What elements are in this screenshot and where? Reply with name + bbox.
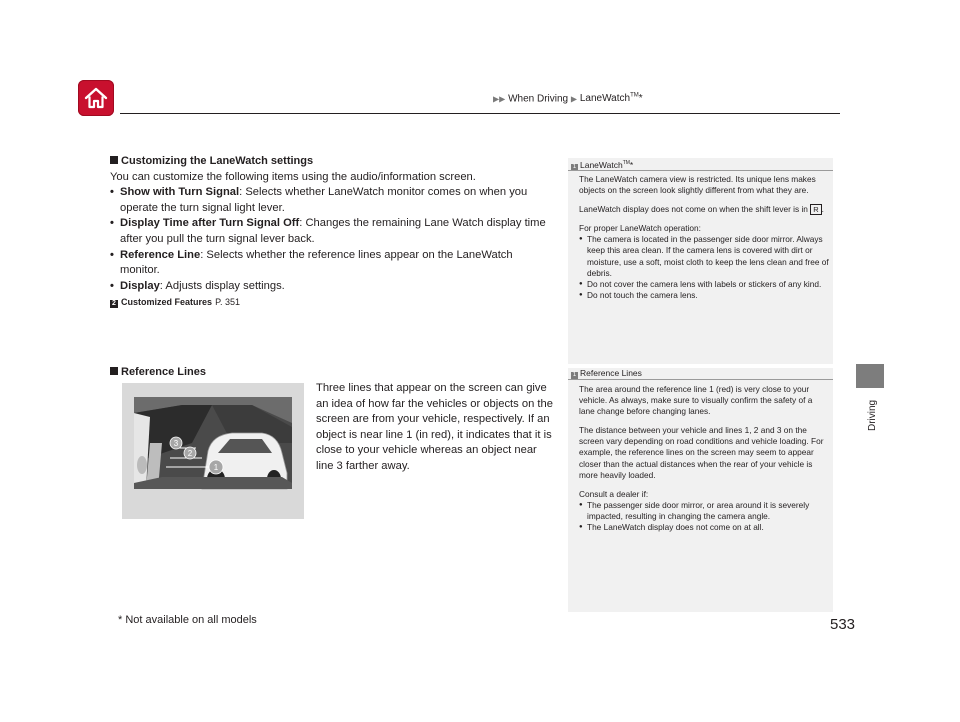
list-item: • Display Time after Turn Signal Off: Changes the remaining Lane Watch display time after you pull the turn signal lever back. [110, 216, 555, 247]
list-item: • Show with Turn Signal: Selects whether LaneWatch monitor comes on when you operate the turn signal light lever. [110, 185, 555, 216]
section-intro: You can customize the following items using the audio/information screen. [110, 170, 476, 183]
reference-line-2-label: 2 [187, 449, 193, 458]
note-title-lanewatch: 1 LaneWatch™* [572, 160, 634, 170]
note-bullet: ● Do not touch the camera lens. [579, 290, 829, 301]
note-body-reference-lines: The area around the reference line 1 (red) is very close to your vehicle. As always, make sure to visually confirm the safety of a lane change before changing lanes. The distance between your vehicle and lines 1, 2 and 3 on the screen vary depending on road conditions and vehicle loading. For example, the reference lines on the screen may seem to appear closer than the actual distances when the rear of your vehicle is more heavily loaded. Consult a dealer if: ● The passenger side door mirror, or area around it is severely impacted, resulting in changing the camera angle. ● The LaneWatch display does not come on at all. [579, 384, 829, 533]
cross-reference-link[interactable]: 2 Customized Features P. 351 [110, 295, 555, 311]
section-heading-customizing: Customizing the LaneWatch settings [110, 154, 555, 170]
list-item: • Reference Line: Selects whether the reference lines appear on the LaneWatch monitor. [110, 248, 555, 279]
note-bullet: ● Do not cover the camera lens with labels or stickers of any kind. [579, 279, 829, 290]
note-title-reference-lines: 1 Reference Lines [572, 368, 642, 378]
section-heading-reference-lines: Reference Lines [110, 365, 206, 381]
breadcrumb-arrow-icon: ▶ [570, 94, 578, 104]
home-icon [83, 85, 109, 111]
heading-square-icon [110, 367, 118, 375]
breadcrumb [493, 93, 643, 104]
breadcrumb-item-when-driving[interactable]: When Driving [508, 93, 569, 105]
note-bullet: ● The LaneWatch display does not come on at all. [579, 522, 829, 533]
reference-lines-body: Three lines that appear on the screen can give an idea of how far the vehicles or objects on the screen are from your vehicle, respectively. If an object is near line 1 (in red), it indicates that it is close to your vehicle whereas an object near line 3 farther away. [316, 382, 553, 472]
list-item: • Display: Adjusts display settings. [110, 279, 555, 295]
note-bullet: ● The camera is located in the passenger side door mirror. Always keep this area clean. If the camera lens is covered with dirt or moisture, use a soft, moist cloth to keep the lens clean and free of debris. [579, 234, 829, 278]
page-number: 533 [830, 616, 856, 633]
header-divider [120, 113, 840, 114]
reference-line-1-label: 1 [213, 463, 219, 472]
breadcrumb-arrow-icon: ▶▶ [493, 94, 506, 104]
reference-line-3-label: 3 [173, 439, 179, 448]
note-divider [568, 379, 833, 380]
breadcrumb-item-lanewatch[interactable]: LaneWatch™* [579, 93, 643, 105]
note-bullet: ● The passenger side door mirror, or area around it is severely impacted, resulting in changing the camera angle. [579, 500, 829, 522]
chapter-tab[interactable] [856, 364, 884, 388]
note-marker-icon: 1 [572, 164, 577, 170]
note-body-lanewatch: The LaneWatch camera view is restricted. Its unique lens makes objects on the screen look slightly different from what they are. LaneWatch display does not come on when the shift lever is in R . For proper LaneWatch operation: ● The camera is located in the passenger side door mirror. Always keep this area clean. If the camera lens is covered with dirt or moisture, use a soft, moist cloth to keep the lens clean and free of debris. ● Do not cover the camera lens with labels or stickers of any kind. ● Do not touch the camera lens. [579, 174, 829, 301]
shift-r-key-icon: R [810, 204, 821, 215]
note-divider [568, 170, 833, 171]
chapter-tab-label: Driving [867, 399, 878, 431]
section-customizing [110, 154, 555, 311]
footnote: * Not available on all models [118, 614, 257, 626]
note-marker-icon: 1 [572, 372, 577, 378]
lanewatch-reference-image [122, 383, 304, 519]
home-button[interactable] [78, 80, 114, 116]
xref-arrow-icon: 2 [110, 300, 118, 308]
heading-square-icon [110, 156, 118, 164]
